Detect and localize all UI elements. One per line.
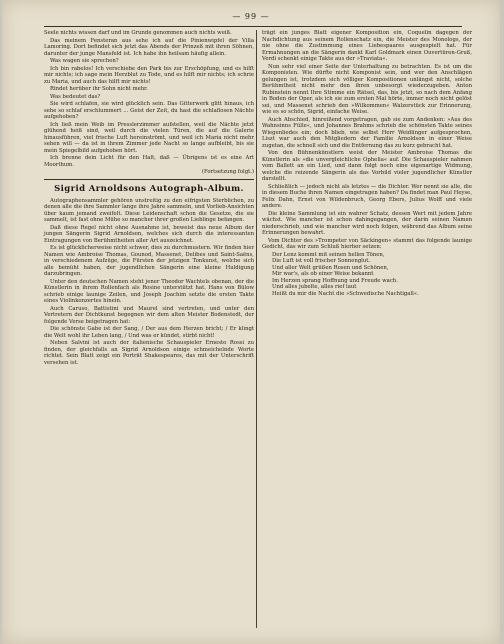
paragraph: Was wagen sie sprechen?: [50, 58, 119, 64]
column-divider: [256, 30, 257, 628]
section-rule: [44, 179, 254, 180]
paragraph: Die kleine Sammlung ist ein wahrer Schatz, dessen Wert mit jedem Jahre wächst. Wie mancher ist schon dahingegangen, der darin seinen Namen niederschrieb, und wie mancher wird noch folgen, während das Album seine Erinnerungen bewahrt.: [262, 210, 472, 236]
paragraph: Ich brenne dein Licht für den Halt, daß — Übrigens ist es eine Art Moorthum.: [44, 155, 254, 168]
continuation-note: (Fortsetzung folgt.): [201, 169, 254, 175]
paragraph: Nun sehr viel einer Seite der Unterhaltung zu betrachten. Es ist um die Komponisten. Wie dürfte nicht Komponist sein, und wer den Anschlägen gelungen ist, trotzdem sich völliger Kompositionen unlängst nicht, solche Berühmtheit nicht mehr den ihren unbesorgt wiederzugeben. Anton Rubinstein nennt Ihre Stimme ein Rätsel, das, bis jetzt, so nach dem Anfang in Boden der Oper, als ich sie zum ersten Mal hörte, immer noch nicht gelöst sei, und Massenet schrieb den »Wilkommen« Walzerstück zur Erinnerung, wie es so schön, Sigrid, einfache Weise.: [262, 63, 472, 115]
paragraph: Ich bin rabelos! Ich verschiebe den Park bis zur Erschöpfung, und es hilft mir nichts; ich sage mein Herzblut zu Tode, und es hilft mir nichts; ich schrie zu Maria, und auch das hilft mir nichts!: [44, 65, 254, 85]
paragraph: Rindet herüber ihr Sohn nicht mehr.: [50, 86, 148, 92]
article-paragraph: Autographensammler gehören unstreitig zu den eifrigsten Sterblichen, zu denen alle die ihre Sammler lange ihre Jahre sammeln, und Vorlieb-Ansichten über kaum jemand zweifelt. Diese Leidenschaft schon die Gesetze, die sie sammelt, ist fast ohne Mühe so mancher ihrer großen Lieblinge befangen.: [44, 197, 254, 223]
poem-line: Mir war's, als ob einer Weise bekannt: [272, 271, 374, 277]
page-number: — 99 —: [232, 12, 270, 21]
article-paragraph: Unter den deutschen Namen steht jener Theodor Wachtels obenan, der die Künstlerin in ihrem Rollenfach als Rosine unterstützt hat. Hans von Bülow schrieb einige launige Zeilen, und Joseph Joachim setzte die ersten Takte eines Violinkonzertes hinein.: [44, 278, 254, 304]
paragraph: Auch Abschied, hinreißend vorgetragen, gab sie zum Andenken: »Aus des Wahnsinns Fülle«, und Johannes Brahms schrieb die schönsten Takte seines Wiegenliedes ein; doch blieb, wie selbst Herr Weidlinger aufgesprochen, Liszt war auch den Mitgliedern der Familie Arnoldson in einer Weise zugetan, die schnell sich und die Entfernung das zu kurz gebracht hat.: [262, 116, 472, 149]
verse-quote: Die schönste Gabe ist der Sang, / Der aus dem Herzen bricht; / Er klingt die Welt wohl ihr Leben lang, / Und was er kündet, stirbt nicht!: [44, 326, 254, 339]
paragraph: Seele nichts wissen darf und im Grunde genommen auch nichts weiß.: [44, 30, 232, 36]
paragraph: Ich ließ mein Weib im Presslerzimmer aufstellen, weil die Nächte jetzt glühend heiß sind, weil durch die vielen Türen, die auf die Galerie hinausführen, viel frische Luft hereinströmt, und weil ich Maria nicht mehr sehen will — da ist in ihrem Zimmer jede Nacht so lange aufbleibt, bis sie mein Spiegelbild aufgehoben hört.: [44, 121, 254, 154]
poem-line: Und alles jubelte, alles rief laut: [272, 284, 357, 290]
left-column: [44, 30, 254, 367]
paragraph: Sie wird schlafen, sie wird glücklich sein. Das Gitterwerk glitt hinaus, ich sehe so schlaf erschlummert ... Geist der Zeit, du hast die schlaflosen Nächte aufgehoben?: [44, 101, 254, 120]
right-column: [262, 30, 472, 298]
poem-line: Im Herzen sprang Hoffnung und Freude wach.: [272, 277, 398, 284]
poem-line: Und aller Welt grüßen Rosen und Schönen,: [272, 264, 389, 271]
article-paragraph: Auch Caruso, Battistini und Maurel sind vertreten, und unter den Vertretern der Dichtkunst begegnen wir dem alten Meister Bodenstedt, der folgende Verse beigetragen hat:: [44, 305, 254, 325]
page-sheet: [2, 0, 500, 644]
poem-line: Die Luft ist voll frischer Sonnenglut.: [272, 258, 371, 264]
article-heading: Sigrid Arnoldsons Autograph-Album.: [54, 183, 244, 194]
top-rule: [44, 26, 462, 27]
article-paragraph: Daß diese Regel nicht ohne Ausnahme ist, beweist das neue Album der jungen Sängerin Sigrid Arnoldson, welches sich durch die interessanten Eintragungen von Berühmtheiten aller Art auszeichnet.: [44, 224, 254, 244]
paragraph: Schließlich — jedoch nicht als letztes — die Dichter. Wer nennt sie alle, die in diesem Buche ihren Namen eingetragen haben? Da findet man Paul Heyse, Felix Dahn, Ernst von Wildenbruch, Georg Ebers, Julius Wolff und viele andere.: [262, 183, 472, 209]
paragraph: Was bedeutet das?: [50, 93, 101, 100]
paragraph: Vom Dichter des »Trompeter von Säckingen« stammt das folgende launige Gedicht, das wir zum Schluß hierher setzen:: [262, 237, 472, 250]
paragraph: trägt ein junges Blatt eigener Komposition ein, Coquelin dagegen der Nachdichtung aus seinem Rollenschatz ein, die Meister des Monologs, der nie ohne die Zustimmung eines Liebespaares ausgespielt hat. Für Ermahnungen an die Sängerin dankt Karl Goldmark einen Ouvertüren-Gruß, Verdi schenkt einige Takte aus der »Traviata«.: [262, 30, 472, 62]
poem-line: Der Lenz kommt mit seinen hellen Tönen,: [272, 251, 385, 258]
paragraph: Das meinem Fensteran aus sehe ich auf die Pinienwipfel der Villa Lamoring. Dort befindet sich jetzt das Abends der Prinzeß mit ihren Söhnen, darunter der junge Mansfeld ist. Ich habe ihn heilsam häufig allein.: [44, 37, 254, 57]
poem: [262, 252, 472, 298]
article-paragraph: Es ist glücklicherweise nicht schwer, dies zu durchmustern. Wir finden hier Namen wie Ambroise Thomas, Gounod, Massenet, Delibes und Saint-Saëns, in verschiedenem Aufzüge, die Fürsten der jetzigen Tonkunst, welche sich alle bemüht haben, der jugendlichen Sängerin eine kleine Huldigung darzubringen.: [44, 245, 254, 277]
article-paragraph: Neben Salvini ist auch der italienische Schauspieler Ernesto Rossi zu finden, der gleichfalls an Sigrid Arnoldson einige schmeichelnde Worte richtet. Sein Blatt zeigt ein Porträt Shakespeares, das mit der Unterschrift versehen ist.: [44, 340, 254, 366]
poem-line: Heißt du mir die Nacht die »Schwedische Nachtigall«.: [272, 290, 419, 297]
paragraph: Von den Bühnenkünstlern weist der Meister Ambroise Thomas die Künstlerin als »die unvergleichliche Ophelia« auf. Die Schauspieler nahmen vom Ballett an ein Lied, und dann folgt noch eine eigenartige Widmung, welche die reizende Sängerin als das Vorbild vieler jugendlicher Künstler darstellt.: [262, 150, 472, 182]
